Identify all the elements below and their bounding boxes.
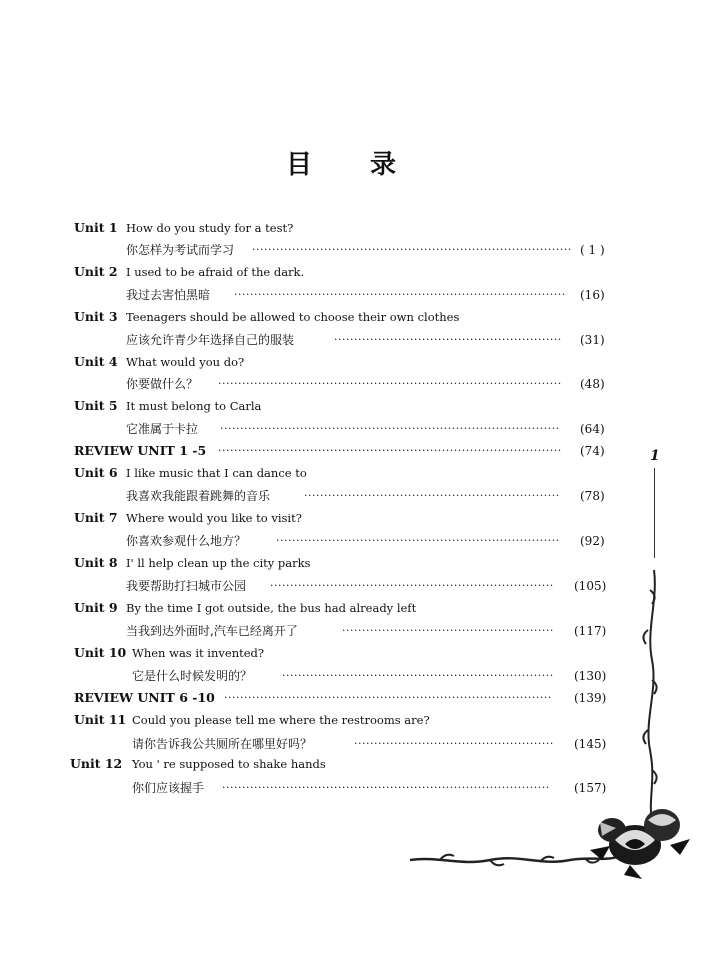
unit-title-zh: 应该允许青少年选择自己的服装 bbox=[126, 333, 295, 347]
unit-label: Unit 11 bbox=[74, 712, 127, 727]
dot-leader: ·················································································· bbox=[224, 691, 552, 704]
review-label: REVIEW UNIT 1 -5 bbox=[74, 443, 207, 458]
toc-entry-unit-5-zh[interactable] bbox=[0, 419, 713, 439]
unit-title-zh: 当我到达外面时,汽车已经离开了 bbox=[126, 624, 298, 638]
unit-title-zh: 你要做什么？ bbox=[126, 377, 199, 391]
unit-title-zh: 你们应该握手 bbox=[132, 781, 205, 795]
title-char-2: 录 bbox=[370, 150, 397, 180]
unit-label: Unit 8 bbox=[74, 555, 118, 570]
unit-title-en: It must belong to Carla bbox=[126, 399, 262, 413]
toc-entry-unit-3[interactable] bbox=[0, 307, 713, 327]
page-number: ( 1 ) bbox=[580, 243, 605, 257]
unit-title-en: What would you do? bbox=[126, 355, 245, 369]
page-number: (105) bbox=[574, 579, 607, 593]
unit-label: Unit 1 bbox=[74, 220, 118, 235]
dot-leader: ··················································································· bbox=[234, 288, 566, 301]
toc-entry-unit-1-zh[interactable] bbox=[0, 240, 713, 260]
page-number: (16) bbox=[580, 288, 605, 302]
unit-title-en: Teenagers should be allowed to choose their own clothes bbox=[126, 310, 460, 324]
unit-title-zh: 你喜欢参观什么地方？ bbox=[126, 534, 247, 548]
toc-entry-unit-5[interactable] bbox=[0, 396, 713, 416]
toc-entry-unit-1[interactable] bbox=[0, 218, 713, 238]
side-page-number: 1 bbox=[650, 448, 660, 464]
unit-label: Unit 9 bbox=[74, 600, 118, 615]
toc-entry-unit-7[interactable] bbox=[0, 508, 713, 528]
flower-cluster bbox=[590, 809, 690, 879]
unit-title-en: Where would you like to visit? bbox=[126, 511, 302, 525]
dot-leader: ····················································· bbox=[342, 624, 554, 637]
unit-title-zh: 我要帮助打扫城市公园 bbox=[126, 579, 247, 593]
dot-leader: ···································································· bbox=[282, 669, 554, 682]
unit-title-en: When was it invented? bbox=[132, 646, 265, 660]
unit-title-en: I like music that I can dance to bbox=[126, 466, 307, 480]
toc-entry-unit-4[interactable] bbox=[0, 352, 713, 372]
unit-label: Unit 10 bbox=[74, 645, 127, 660]
unit-label: Unit 4 bbox=[74, 354, 118, 369]
title-char-1: 目 bbox=[286, 150, 313, 180]
toc-entry-unit-6-zh[interactable] bbox=[0, 486, 713, 506]
toc-entry-unit-7-zh[interactable] bbox=[0, 531, 713, 551]
dot-leader: ····················································································· bbox=[220, 422, 560, 435]
page-number: (117) bbox=[574, 624, 607, 638]
page-number: (64) bbox=[580, 422, 605, 436]
review-label: REVIEW UNIT 6 -10 bbox=[74, 690, 215, 705]
dot-leader: ······················································································ bbox=[218, 377, 562, 390]
page-number: (78) bbox=[580, 489, 605, 503]
unit-title-en: By the time I got outside, the bus had already left bbox=[126, 601, 417, 615]
floral-ornament bbox=[400, 560, 700, 880]
page-number: (92) bbox=[580, 534, 605, 548]
toc-entry-unit-4-zh[interactable] bbox=[0, 374, 713, 394]
dot-leader: ······································································· bbox=[270, 579, 554, 592]
unit-title-zh: 我过去害怕黑暗 bbox=[126, 288, 211, 302]
unit-title-en: You ' re supposed to shake hands bbox=[132, 757, 326, 771]
unit-title-zh: 你怎样为考试而学习 bbox=[126, 243, 235, 257]
unit-title-zh: 它准属于卡拉 bbox=[126, 422, 199, 436]
unit-label: Unit 7 bbox=[74, 510, 118, 525]
page-number: (157) bbox=[574, 781, 607, 795]
page-number: (48) bbox=[580, 377, 605, 391]
unit-title-en: I used to be afraid of the dark. bbox=[126, 265, 305, 279]
dot-leader: ················································································ bbox=[252, 243, 572, 256]
unit-title-zh: 请你告诉我公共厕所在哪里好吗？ bbox=[132, 737, 313, 751]
unit-title-en: How do you study for a test? bbox=[126, 221, 294, 235]
page-number: (31) bbox=[580, 333, 605, 347]
toc-entry-unit-6[interactable] bbox=[0, 463, 713, 483]
unit-title-en: I' ll help clean up the city parks bbox=[126, 556, 311, 570]
unit-label: Unit 12 bbox=[70, 756, 123, 771]
unit-title-zh: 我喜欢我能跟着跳舞的音乐 bbox=[126, 489, 271, 503]
margin-rule bbox=[654, 468, 655, 558]
dot-leader: ······································································· bbox=[276, 534, 560, 547]
dot-leader: ·················································································· bbox=[222, 781, 550, 794]
dot-leader: ························································· bbox=[334, 333, 562, 346]
dot-leader: ······················································································ bbox=[218, 444, 562, 457]
dot-leader: ································································ bbox=[304, 489, 560, 502]
page-number: (139) bbox=[574, 691, 607, 705]
toc-entry-unit-2[interactable] bbox=[0, 262, 713, 282]
page-number: (130) bbox=[574, 669, 607, 683]
unit-title-zh: 它是什么时候发明的？ bbox=[132, 669, 253, 683]
unit-label: Unit 2 bbox=[74, 264, 118, 279]
dot-leader: ·················································· bbox=[354, 737, 554, 750]
unit-label: Unit 3 bbox=[74, 309, 118, 324]
page-number: (74) bbox=[580, 444, 605, 458]
unit-label: Unit 6 bbox=[74, 465, 118, 480]
unit-title-en: Could you please tell me where the restrooms are? bbox=[132, 713, 430, 727]
toc-entry-unit-3-zh[interactable] bbox=[0, 330, 713, 350]
toc-entry-unit-2-zh[interactable] bbox=[0, 285, 713, 305]
unit-label: Unit 5 bbox=[74, 398, 118, 413]
page-number: (145) bbox=[574, 737, 607, 751]
toc-entry-review-1-5[interactable] bbox=[0, 441, 713, 461]
